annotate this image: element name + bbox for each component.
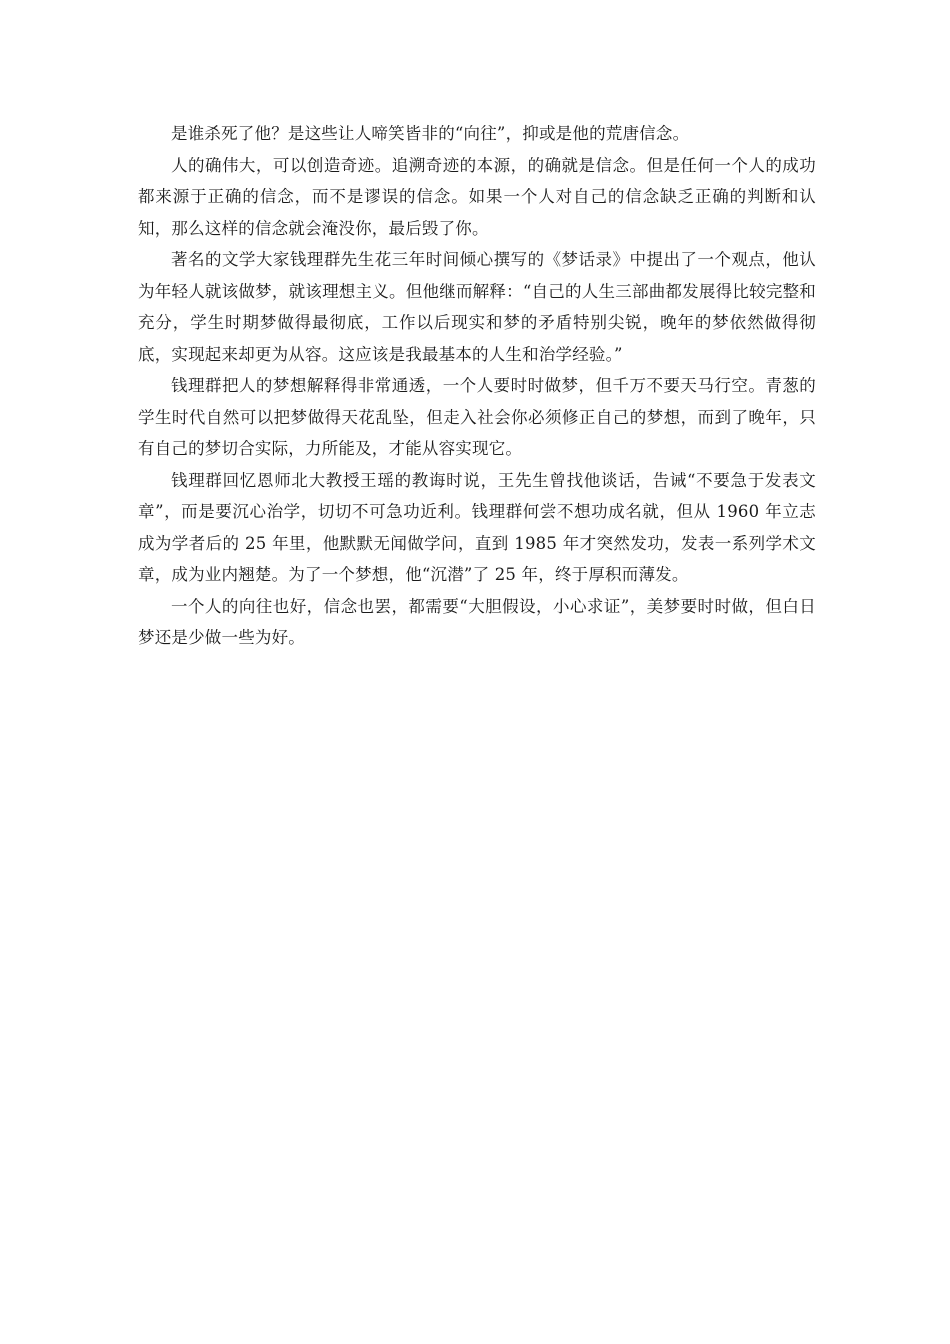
paragraph: 一个人的向往也好，信念也罢，都需要“大胆假设，小心求证”，美梦要时时做，但白日梦还是少做一些为好。 — [138, 596, 816, 647]
paragraph: 钱理群回忆恩师北大教授王瑶的教诲时说，王先生曾找他谈话，告诫“不要急于发表文章”，而是要沉心治学，切切不可急功近利。钱理群何尝不想功成名就，但从 1960 年立志成为学者后的 25 年里，他默默无闻做学问，直到 1985 年才突然发功，发表一系列学术文章，成为业内翘楚。为了一个梦想，他“沉潜”了 25 年，终于厚积而薄发。 — [138, 470, 816, 584]
paragraph: 钱理群把人的梦想解释得非常通透，一个人要时时做梦，但千万不要天马行空。青葱的学生时代自然可以把梦做得天花乱坠，但走入社会你必须修正自己的梦想，而到了晚年，只有自己的梦切合实际，力所能及，才能从容实现它。 — [138, 376, 816, 458]
paragraph: 著名的文学大家钱理群先生花三年时间倾心撰写的《梦话录》中提出了一个观点，他认为年轻人就该做梦，就该理想主义。但他继而解释：“自己的人生三部曲都发展得比较完整和充分，学生时期梦做得最彻底，工作以后现实和梦的矛盾特别尖锐，晚年的梦依然做得彻底，实现起来却更为从容。这应该是我最基本的人生和治学经验。” — [138, 250, 816, 364]
paragraph: 是谁杀死了他？是这些让人啼笑皆非的“向往”，抑或是他的荒唐信念。 — [171, 124, 690, 143]
article-body — [138, 118, 816, 654]
paragraph: 人的确伟大，可以创造奇迹。追溯奇迹的本源，的确就是信念。但是任何一个人的成功都来源于正确的信念，而不是谬误的信念。如果一个人对自己的信念缺乏正确的判断和认知，那么这样的信念就会淹没你，最后毁了你。 — [138, 155, 816, 238]
